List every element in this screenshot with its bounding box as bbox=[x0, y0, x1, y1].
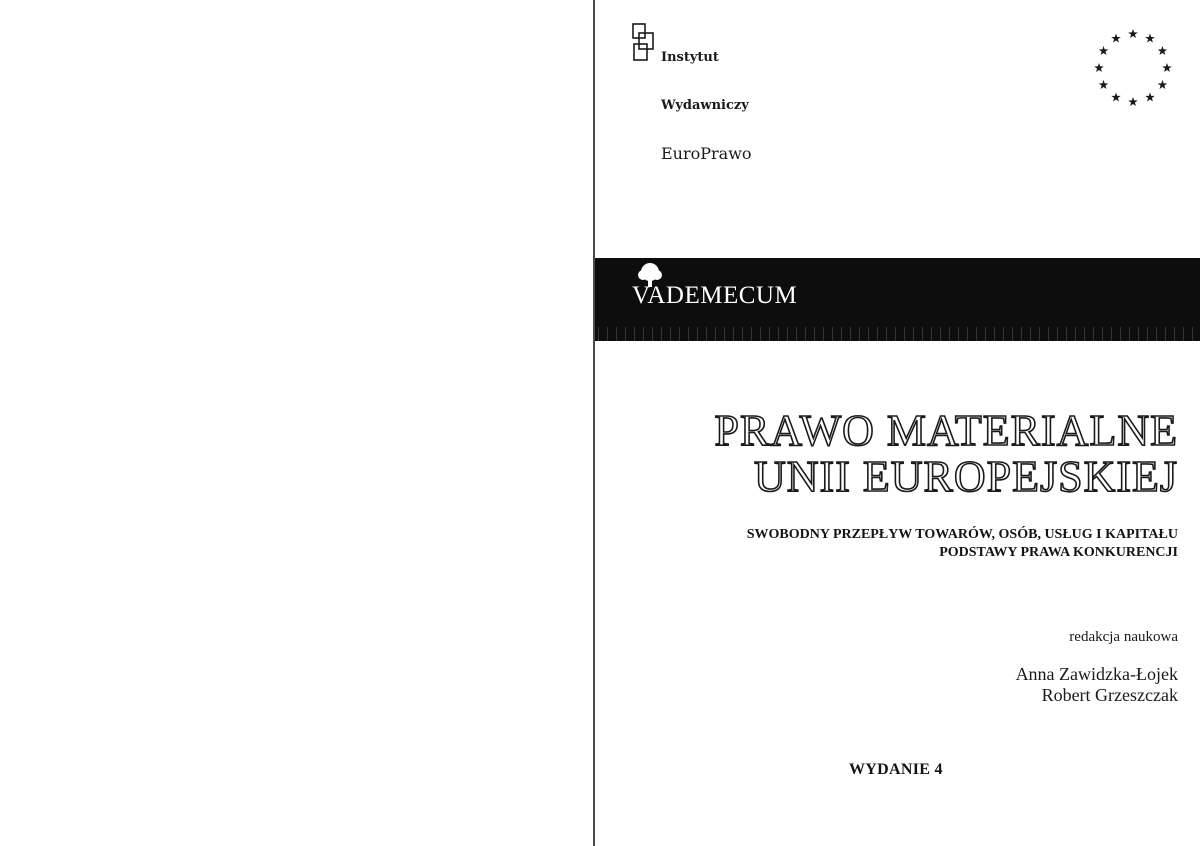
editors bbox=[1016, 664, 1178, 706]
eu-star bbox=[1145, 92, 1155, 101]
eu-star bbox=[1158, 46, 1168, 55]
series-banner bbox=[595, 258, 1200, 341]
publisher-logo bbox=[632, 18, 782, 163]
book-title-line: UNII EUROPEJSKIEJ bbox=[754, 452, 1178, 501]
eu-star bbox=[1162, 63, 1172, 72]
editor-name: Robert Grzeszczak bbox=[1041, 685, 1178, 705]
editor-name: Anna Zawidzka-Łojek bbox=[1015, 664, 1178, 684]
eu-stars-icon bbox=[1091, 26, 1175, 110]
title-page bbox=[595, 0, 1200, 846]
eu-star bbox=[1158, 80, 1168, 89]
edition-label: WYDANIE 4 bbox=[849, 761, 943, 778]
publisher-logo-icon bbox=[632, 22, 658, 64]
book-title bbox=[598, 408, 1178, 500]
eu-star bbox=[1099, 80, 1109, 89]
eu-star bbox=[1128, 29, 1138, 38]
blank-left-page bbox=[0, 0, 593, 846]
book-title-line: PRAWO MATERIALNE bbox=[714, 406, 1178, 455]
publisher-name-line: Wydawniczy bbox=[661, 98, 749, 113]
eu-star bbox=[1094, 63, 1104, 72]
subtitle-line: SWOBODNY PRZEPŁYW TOWARÓW, OSÓB, USŁUG I KAPITAŁU bbox=[746, 527, 1178, 542]
book-subtitle bbox=[598, 526, 1178, 562]
publisher-name bbox=[661, 18, 752, 194]
subtitle-line: PODSTAWY PRAWA KONKURENCJI bbox=[939, 545, 1178, 560]
publisher-name-line: Instytut bbox=[661, 50, 719, 65]
eu-star bbox=[1111, 34, 1121, 43]
publisher-name-line: EuroPrawo bbox=[661, 144, 752, 163]
eu-star bbox=[1145, 34, 1155, 43]
series-title: VADEMECUM bbox=[632, 282, 798, 309]
eu-star bbox=[1128, 97, 1138, 106]
eu-star bbox=[1111, 92, 1121, 101]
editorial-label: redakcja naukowa bbox=[1069, 629, 1178, 645]
banner-texture bbox=[595, 327, 1200, 341]
eu-star bbox=[1099, 46, 1109, 55]
